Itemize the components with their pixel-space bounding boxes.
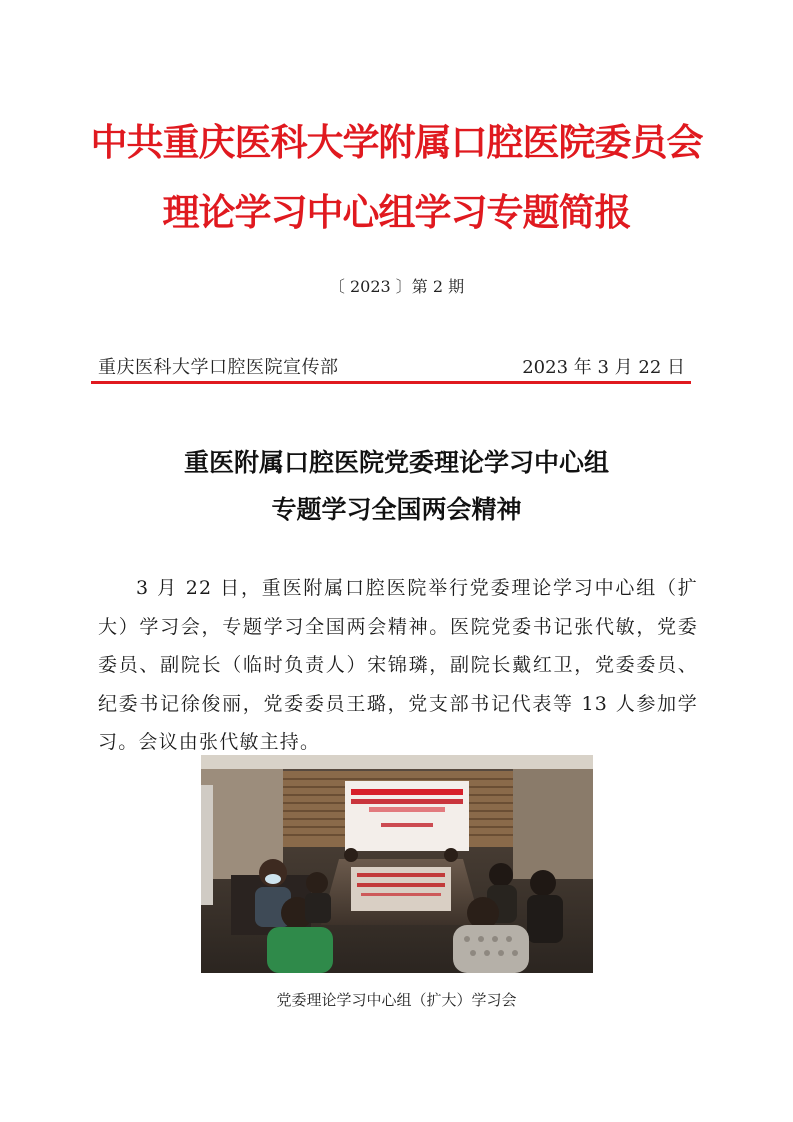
meeting-photo bbox=[201, 755, 593, 973]
article-title-line1: 重医附属口腔医院党委理论学习中心组 bbox=[183, 448, 609, 477]
article-body: 3 月 22 日，重医附属口腔医院举行党委理论学习中心组（扩大）学习会，专题学习全国两会精神。医院党委书记张代敏，党委委员、副院长（临时负责人）宋锦璘，副院长戴红卫，党委委员、纪委书记徐俊丽，党委委员王璐，党支部书记代表等 13 人参加学习。会议由张代敏主持。 bbox=[98, 577, 698, 753]
publisher-department: 重庆医科大学口腔医院宣传部 bbox=[98, 357, 339, 378]
publish-date: 2023 年 3 月 22 日 bbox=[522, 357, 685, 378]
masthead-divider bbox=[91, 381, 691, 384]
photo-caption: 党委理论学习中心组（扩大）学习会 bbox=[276, 991, 517, 1009]
meeting-photo-illustration bbox=[201, 755, 593, 973]
issue-number: 〔 2023 〕第 2 期 bbox=[328, 277, 465, 296]
masthead-title: 中共重庆医科大学附属口腔医院委员会 bbox=[90, 121, 703, 164]
masthead-subtitle: 理论学习中心组学习专题简报 bbox=[162, 191, 631, 234]
article-title-line2: 专题学习全国两会精神 bbox=[271, 495, 522, 524]
